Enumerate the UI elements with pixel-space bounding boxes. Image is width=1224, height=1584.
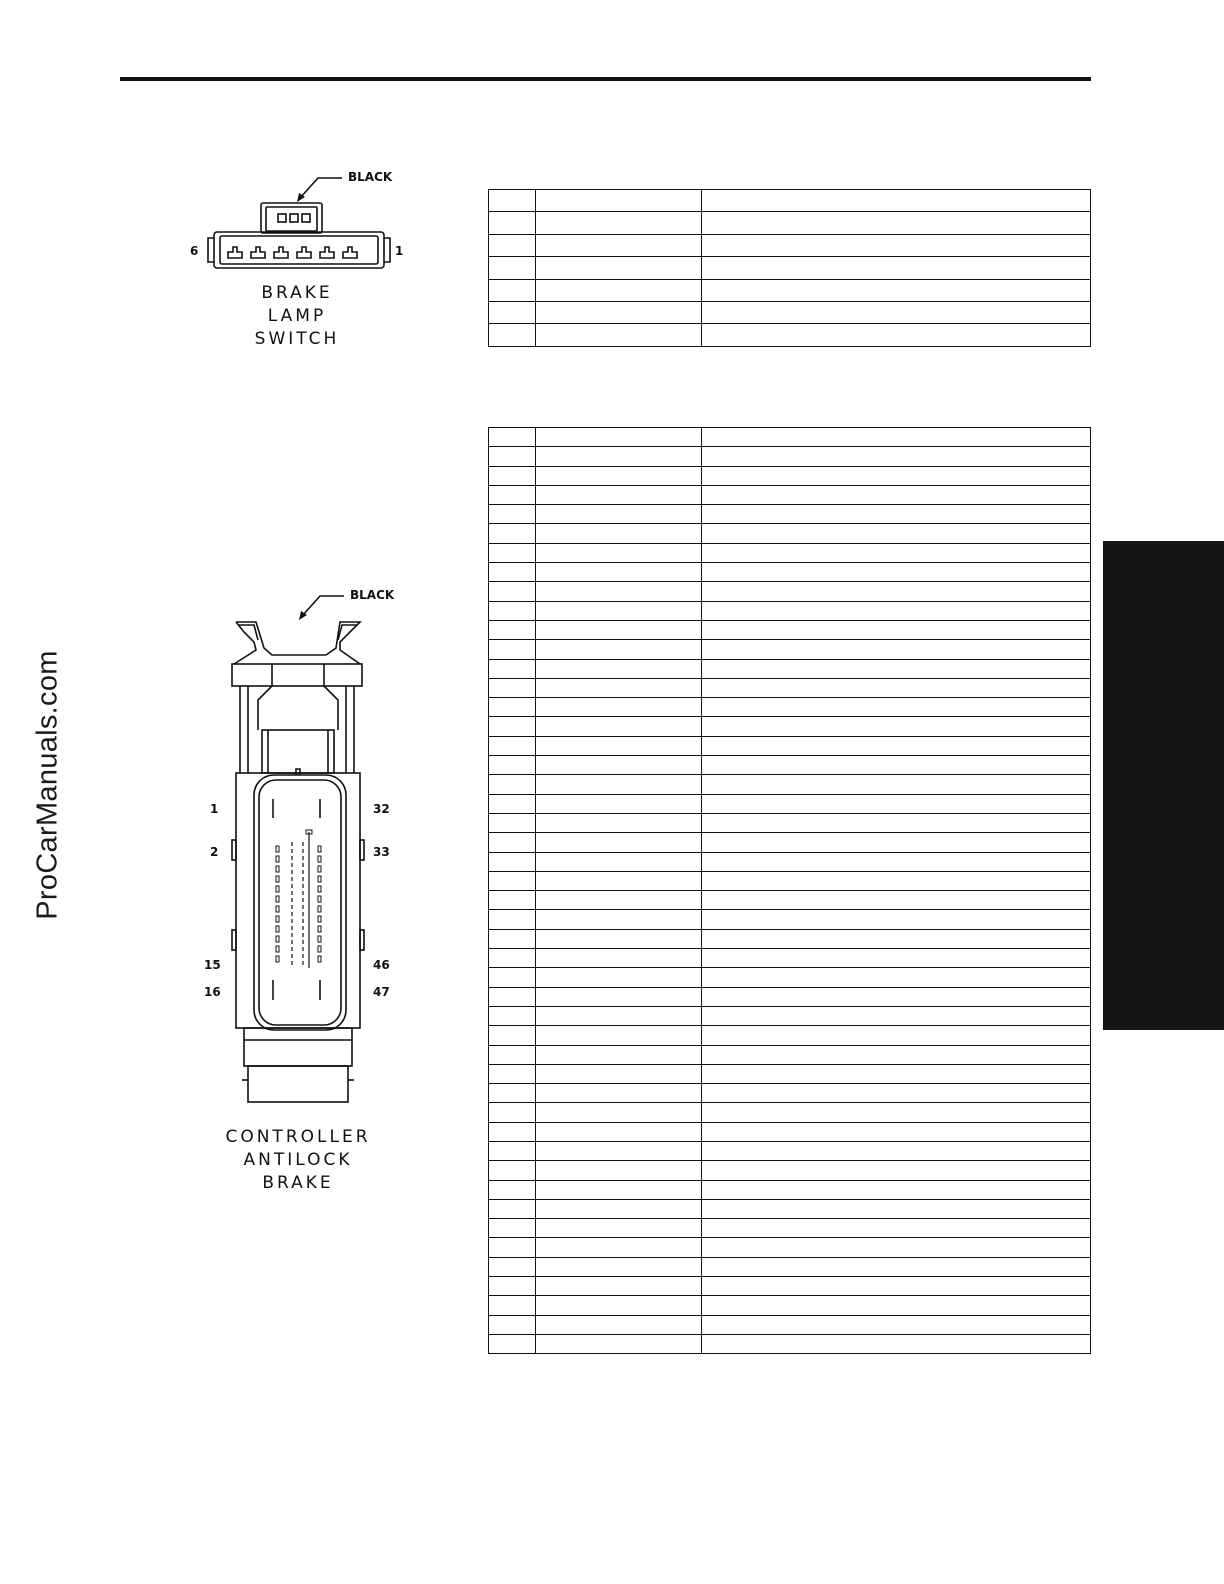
- table-row: [489, 524, 1091, 543]
- table-cell: [536, 1122, 702, 1141]
- table-row: [489, 1334, 1091, 1353]
- table-cell: [536, 659, 702, 678]
- table-cell: [489, 949, 536, 968]
- table-row: [489, 1103, 1091, 1122]
- table-cell: [489, 505, 536, 524]
- table-cell: [702, 640, 1091, 659]
- table-cell: [536, 987, 702, 1006]
- table-row: [489, 891, 1091, 910]
- table-cell: [536, 601, 702, 620]
- table-cell: [702, 212, 1091, 234]
- table-row: [489, 620, 1091, 639]
- table-row: [489, 301, 1091, 323]
- table-cell: [489, 1161, 536, 1180]
- table-cell: [489, 833, 536, 852]
- brake-lamp-switch-caption: [236, 282, 358, 351]
- table-cell: [702, 1238, 1091, 1257]
- table-cell: [536, 1045, 702, 1064]
- table-cell: [489, 968, 536, 987]
- table-row: [489, 190, 1091, 212]
- table-row: [489, 929, 1091, 948]
- table-cell: [702, 601, 1091, 620]
- table-cell: [702, 1199, 1091, 1218]
- table-cell: [536, 891, 702, 910]
- table-cell: [536, 1219, 702, 1238]
- table-cell: [536, 775, 702, 794]
- table-row: [489, 324, 1091, 346]
- table-row: [489, 968, 1091, 987]
- header-rule: [120, 77, 1091, 81]
- table-row: [489, 1064, 1091, 1083]
- table-cell: [536, 324, 702, 346]
- table-cell: [489, 1026, 536, 1045]
- table-cell: [489, 212, 536, 234]
- table-row: [489, 1045, 1091, 1064]
- table-cell: [536, 279, 702, 301]
- table-row: [489, 543, 1091, 562]
- table-cell: [702, 301, 1091, 323]
- table-cell: [702, 891, 1091, 910]
- table-cell: [489, 1296, 536, 1315]
- table-cell: [702, 929, 1091, 948]
- table-cell: [702, 543, 1091, 562]
- table-row: [489, 756, 1091, 775]
- table-row: [489, 659, 1091, 678]
- table-cell: [702, 447, 1091, 466]
- table-cell: [702, 736, 1091, 755]
- table-cell: [489, 301, 536, 323]
- caption-line: SWITCH: [254, 329, 340, 349]
- table-row: [489, 678, 1091, 697]
- table-cell: [702, 1026, 1091, 1045]
- table-cell: [489, 1084, 536, 1103]
- brake-lamp-switch-pin-left: 6: [190, 244, 199, 258]
- table-cell: [489, 428, 536, 447]
- table-cell: [536, 582, 702, 601]
- table-cell: [536, 212, 702, 234]
- table-row: [489, 813, 1091, 832]
- table-row: [489, 910, 1091, 929]
- table-row: [489, 1257, 1091, 1276]
- table-cell: [489, 1334, 536, 1353]
- table-cell: [536, 1199, 702, 1218]
- table-cell: [489, 891, 536, 910]
- table-row: [489, 1141, 1091, 1160]
- table-cell: [536, 524, 702, 543]
- table-cell: [536, 485, 702, 504]
- table-cell: [536, 1006, 702, 1025]
- table-cell: [702, 756, 1091, 775]
- table-cell: [702, 717, 1091, 736]
- table-row: [489, 1277, 1091, 1296]
- table-cell: [536, 1064, 702, 1083]
- table-cell: [489, 929, 536, 948]
- table-cell: [536, 234, 702, 256]
- controller-pin-32: 32: [373, 802, 390, 816]
- table-cell: [702, 1084, 1091, 1103]
- table-cell: [702, 678, 1091, 697]
- table-cell: [489, 601, 536, 620]
- table-cell: [489, 1045, 536, 1064]
- table-cell: [489, 698, 536, 717]
- table-cell: [702, 968, 1091, 987]
- table-cell: [536, 736, 702, 755]
- table-cell: [702, 813, 1091, 832]
- table-cell: [702, 485, 1091, 504]
- table-cell: [489, 756, 536, 775]
- table-cell: [536, 1334, 702, 1353]
- brake-lamp-switch-pin-table: [488, 189, 1091, 347]
- table-row: [489, 640, 1091, 659]
- table-cell: [536, 1180, 702, 1199]
- table-cell: [536, 1238, 702, 1257]
- table-cell: [536, 794, 702, 813]
- table-row: [489, 736, 1091, 755]
- table-cell: [536, 833, 702, 852]
- table-cell: [702, 1045, 1091, 1064]
- table-cell: [489, 1315, 536, 1334]
- table-row: [489, 1238, 1091, 1257]
- table-cell: [489, 257, 536, 279]
- table-cell: [489, 234, 536, 256]
- table-cell: [536, 1277, 702, 1296]
- table-cell: [489, 582, 536, 601]
- table-cell: [702, 1122, 1091, 1141]
- table-cell: [489, 852, 536, 871]
- table-row: [489, 428, 1091, 447]
- table-cell: [536, 1296, 702, 1315]
- table-cell: [489, 1257, 536, 1276]
- table-cell: [536, 1141, 702, 1160]
- controller-pin-33: 33: [373, 845, 390, 859]
- table-cell: [489, 678, 536, 697]
- table-cell: [489, 1219, 536, 1238]
- table-cell: [702, 1296, 1091, 1315]
- table-cell: [702, 1141, 1091, 1160]
- table-row: [489, 563, 1091, 582]
- table-row: [489, 582, 1091, 601]
- table-row: [489, 505, 1091, 524]
- table-cell: [489, 524, 536, 543]
- table-cell: [536, 543, 702, 562]
- table-cell: [702, 1161, 1091, 1180]
- table-cell: [489, 910, 536, 929]
- watermark-text: ProCarManuals.com: [31, 650, 64, 920]
- table-cell: [489, 987, 536, 1006]
- table-cell: [702, 324, 1091, 346]
- table-row: [489, 257, 1091, 279]
- table-row: [489, 1161, 1091, 1180]
- table-cell: [489, 1122, 536, 1141]
- table-cell: [702, 466, 1091, 485]
- controller-pin-16: 16: [204, 985, 221, 999]
- table-cell: [702, 505, 1091, 524]
- table-row: [489, 775, 1091, 794]
- table-cell: [536, 301, 702, 323]
- caption-line: BRAKE: [262, 1173, 334, 1193]
- controller-color-label: BLACK: [350, 588, 395, 602]
- table-cell: [536, 1257, 702, 1276]
- table-cell: [489, 1199, 536, 1218]
- table-row: [489, 833, 1091, 852]
- table-cell: [536, 620, 702, 639]
- table-cell: [536, 428, 702, 447]
- table-cell: [489, 736, 536, 755]
- table-cell: [536, 756, 702, 775]
- table-cell: [489, 813, 536, 832]
- table-cell: [702, 1315, 1091, 1334]
- table-cell: [702, 620, 1091, 639]
- table-row: [489, 485, 1091, 504]
- table-cell: [702, 1180, 1091, 1199]
- table-cell: [489, 717, 536, 736]
- controller-caption: [218, 1126, 378, 1195]
- table-row: [489, 1296, 1091, 1315]
- table-cell: [536, 1315, 702, 1334]
- table-cell: [489, 324, 536, 346]
- table-row: [489, 1122, 1091, 1141]
- table-row: [489, 1180, 1091, 1199]
- table-row: [489, 794, 1091, 813]
- table-row: [489, 1006, 1091, 1025]
- table-cell: [489, 1006, 536, 1025]
- table-cell: [536, 949, 702, 968]
- table-row: [489, 1315, 1091, 1334]
- table-cell: [702, 1219, 1091, 1238]
- table-cell: [702, 190, 1091, 212]
- table-cell: [702, 428, 1091, 447]
- section-tab: [1103, 541, 1224, 1030]
- table-cell: [536, 852, 702, 871]
- table-cell: [702, 775, 1091, 794]
- table-cell: [489, 1277, 536, 1296]
- table-cell: [536, 257, 702, 279]
- table-row: [489, 234, 1091, 256]
- controller-pin-1: 1: [210, 802, 219, 816]
- controller-pin-15: 15: [204, 958, 221, 972]
- table-cell: [489, 1238, 536, 1257]
- table-row: [489, 717, 1091, 736]
- table-cell: [489, 1180, 536, 1199]
- table-cell: [536, 717, 702, 736]
- table-cell: [702, 257, 1091, 279]
- table-cell: [536, 678, 702, 697]
- caption-line: CONTROLLER: [225, 1127, 371, 1147]
- table-cell: [702, 1257, 1091, 1276]
- table-row: [489, 949, 1091, 968]
- table-cell: [489, 620, 536, 639]
- table-cell: [702, 794, 1091, 813]
- table-cell: [702, 1006, 1091, 1025]
- table-row: [489, 987, 1091, 1006]
- table-cell: [702, 659, 1091, 678]
- table-cell: [489, 1141, 536, 1160]
- table-cell: [489, 466, 536, 485]
- table-row: [489, 852, 1091, 871]
- table-row: [489, 447, 1091, 466]
- table-cell: [489, 1103, 536, 1122]
- table-cell: [702, 234, 1091, 256]
- table-cell: [536, 190, 702, 212]
- table-cell: [702, 1277, 1091, 1296]
- table-row: [489, 1199, 1091, 1218]
- table-row: [489, 601, 1091, 620]
- caption-line: BRAKE: [261, 283, 333, 303]
- table-cell: [489, 640, 536, 659]
- table-cell: [489, 1064, 536, 1083]
- table-row: [489, 698, 1091, 717]
- table-cell: [536, 563, 702, 582]
- table-cell: [489, 190, 536, 212]
- table-cell: [489, 794, 536, 813]
- table-cell: [536, 1026, 702, 1045]
- controller-pin-47: 47: [373, 985, 390, 999]
- table-cell: [702, 852, 1091, 871]
- table-cell: [702, 1064, 1091, 1083]
- table-row: [489, 1026, 1091, 1045]
- table-cell: [536, 505, 702, 524]
- table-row: [489, 279, 1091, 301]
- table-cell: [536, 698, 702, 717]
- table-cell: [489, 563, 536, 582]
- table-cell: [489, 775, 536, 794]
- table-cell: [702, 563, 1091, 582]
- table-cell: [702, 987, 1091, 1006]
- table-cell: [536, 929, 702, 948]
- table-cell: [702, 524, 1091, 543]
- table-cell: [536, 1161, 702, 1180]
- table-row: [489, 871, 1091, 890]
- table-cell: [536, 871, 702, 890]
- table-cell: [536, 910, 702, 929]
- table-cell: [536, 968, 702, 987]
- brake-lamp-switch-pin-right: 1: [395, 244, 404, 258]
- caption-line: ANTILOCK: [243, 1150, 353, 1170]
- controller-pin-2: 2: [210, 845, 219, 859]
- table-cell: [536, 813, 702, 832]
- table-cell: [489, 279, 536, 301]
- table-cell: [536, 1084, 702, 1103]
- table-cell: [702, 910, 1091, 929]
- table-cell: [702, 949, 1091, 968]
- table-cell: [489, 871, 536, 890]
- table-cell: [702, 1334, 1091, 1353]
- table-cell: [702, 871, 1091, 890]
- table-cell: [702, 833, 1091, 852]
- table-cell: [536, 466, 702, 485]
- controller-antilock-brake-pin-table: [488, 427, 1091, 1354]
- table-cell: [489, 485, 536, 504]
- table-row: [489, 466, 1091, 485]
- controller-pin-46: 46: [373, 958, 390, 972]
- table-cell: [702, 1103, 1091, 1122]
- table-cell: [536, 447, 702, 466]
- brake-lamp-switch-color-label: BLACK: [348, 170, 393, 184]
- table-cell: [536, 640, 702, 659]
- table-cell: [702, 582, 1091, 601]
- table-row: [489, 1219, 1091, 1238]
- table-cell: [702, 698, 1091, 717]
- table-cell: [489, 543, 536, 562]
- caption-line: LAMP: [267, 306, 327, 326]
- table-row: [489, 212, 1091, 234]
- table-row: [489, 1084, 1091, 1103]
- table-cell: [489, 447, 536, 466]
- table-cell: [702, 279, 1091, 301]
- table-cell: [489, 659, 536, 678]
- table-cell: [536, 1103, 702, 1122]
